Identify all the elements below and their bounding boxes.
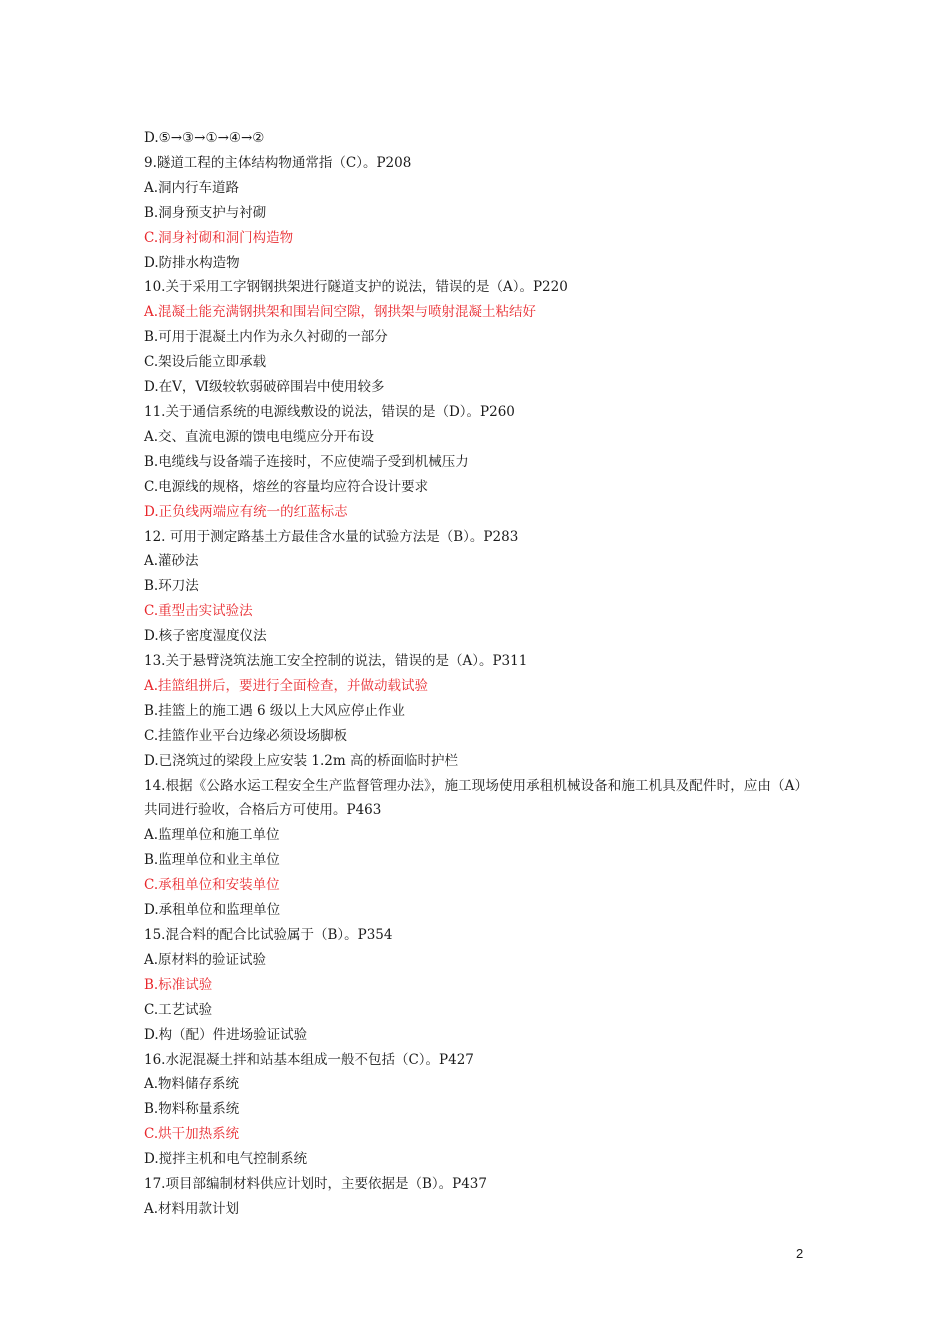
text-line: B.电缆线与设备端子连接时，不应使端子受到机械压力: [144, 453, 469, 470]
text-line: 12. 可用于测定路基土方最佳含水量的试验方法是（B）。P283: [144, 528, 519, 545]
text-line: B.可用于混凝土内作为永久衬砌的一部分: [144, 329, 388, 346]
text-line: C.电源线的规格，熔丝的容量均应符合设计要求: [144, 478, 429, 495]
text-line: B.监理单位和业主单位: [144, 852, 280, 869]
text-line: D.搅拌主机和电气控制系统: [144, 1151, 308, 1168]
answer-line: A.挂篮组拼后，要进行全面检查，并做动载试验: [144, 677, 429, 694]
text-line: C.挂篮作业平台边缘必须设场脚板: [144, 727, 348, 744]
text-line: 13.关于悬臂浇筑法施工安全控制的说法，错误的是（A）。P311: [144, 653, 528, 670]
text-line: A.交、直流电源的馈电电缆应分开布设: [144, 428, 375, 445]
text-line: D.构（配）件进场验证试验: [144, 1026, 308, 1043]
text-line: D.核子密度湿度仪法: [144, 628, 267, 645]
text-line: D.防排水构造物: [144, 254, 240, 271]
text-line: 11.关于通信系统的电源线敷设的说法，错误的是（D）。P260: [144, 403, 515, 420]
text-line: C.架设后能立即承载: [144, 354, 267, 371]
page-number: 2: [796, 1246, 804, 1261]
text-line: A.监理单位和施工单位: [144, 827, 280, 844]
text-line: B.洞身预支护与衬砌: [144, 204, 267, 221]
text-line: 9.隧道工程的主体结构物通常指（C）。P208: [144, 154, 412, 171]
text-line: D.⑤→③→①→④→②: [144, 130, 265, 146]
text-line: A.灌砂法: [144, 553, 199, 570]
answer-line: C.烘干加热系统: [144, 1126, 240, 1143]
answer-line: D.正负线两端应有统一的红蓝标志: [144, 503, 348, 520]
answer-line: C.洞身衬砌和洞门构造物: [144, 229, 294, 246]
document-body: [144, 126, 808, 1222]
text-line: 15.混合料的配合比试验属于（B）。P354: [144, 927, 393, 943]
text-line: D.已浇筑过的梁段上应安装 1.2m 高的桥面临时护栏: [144, 752, 458, 769]
text-line: B.环刀法: [144, 578, 199, 595]
text-line: A.原材料的验证试验: [144, 951, 267, 968]
text-line: B.物料称量系统: [144, 1101, 240, 1118]
text-line: 16.水泥混凝土拌和站基本组成一般不包括（C）。P427: [144, 1051, 474, 1068]
text-line: D.承租单位和监理单位: [144, 902, 281, 919]
text-line: A.物料储存系统: [144, 1076, 240, 1093]
text-line: 10.关于采用工字钢钢拱架进行隧道支护的说法，错误的是（A）。P220: [144, 279, 568, 296]
text-line: 17.项目部编制材料供应计划时，主要依据是（B）。P437: [144, 1176, 487, 1193]
text-line: B.挂篮上的施工遇 6 级以上大风应停止作业: [144, 702, 405, 719]
answer-line: C.重型击实试验法: [144, 603, 253, 620]
answer-line: C.承租单位和安装单位: [144, 877, 280, 894]
text-line: 14.根据《公路水运工程安全生产监督管理办法》，施工现场使用承租机械设备和施工机具及配件时，应由（A）共同进行验收，合格后方可使用。P463: [144, 777, 808, 819]
text-line: A.洞内行车道路: [144, 179, 240, 196]
text-line: D.在Ⅴ，Ⅵ级较软弱破碎围岩中使用较多: [144, 379, 385, 396]
text-line: A.材料用款计划: [144, 1200, 240, 1217]
answer-line: B.标准试验: [144, 976, 213, 993]
answer-line: A.混凝土能充满钢拱架和围岩间空隙，钢拱架与喷射混凝土粘结好: [144, 304, 537, 321]
text-line: C.工艺试验: [144, 1001, 213, 1018]
